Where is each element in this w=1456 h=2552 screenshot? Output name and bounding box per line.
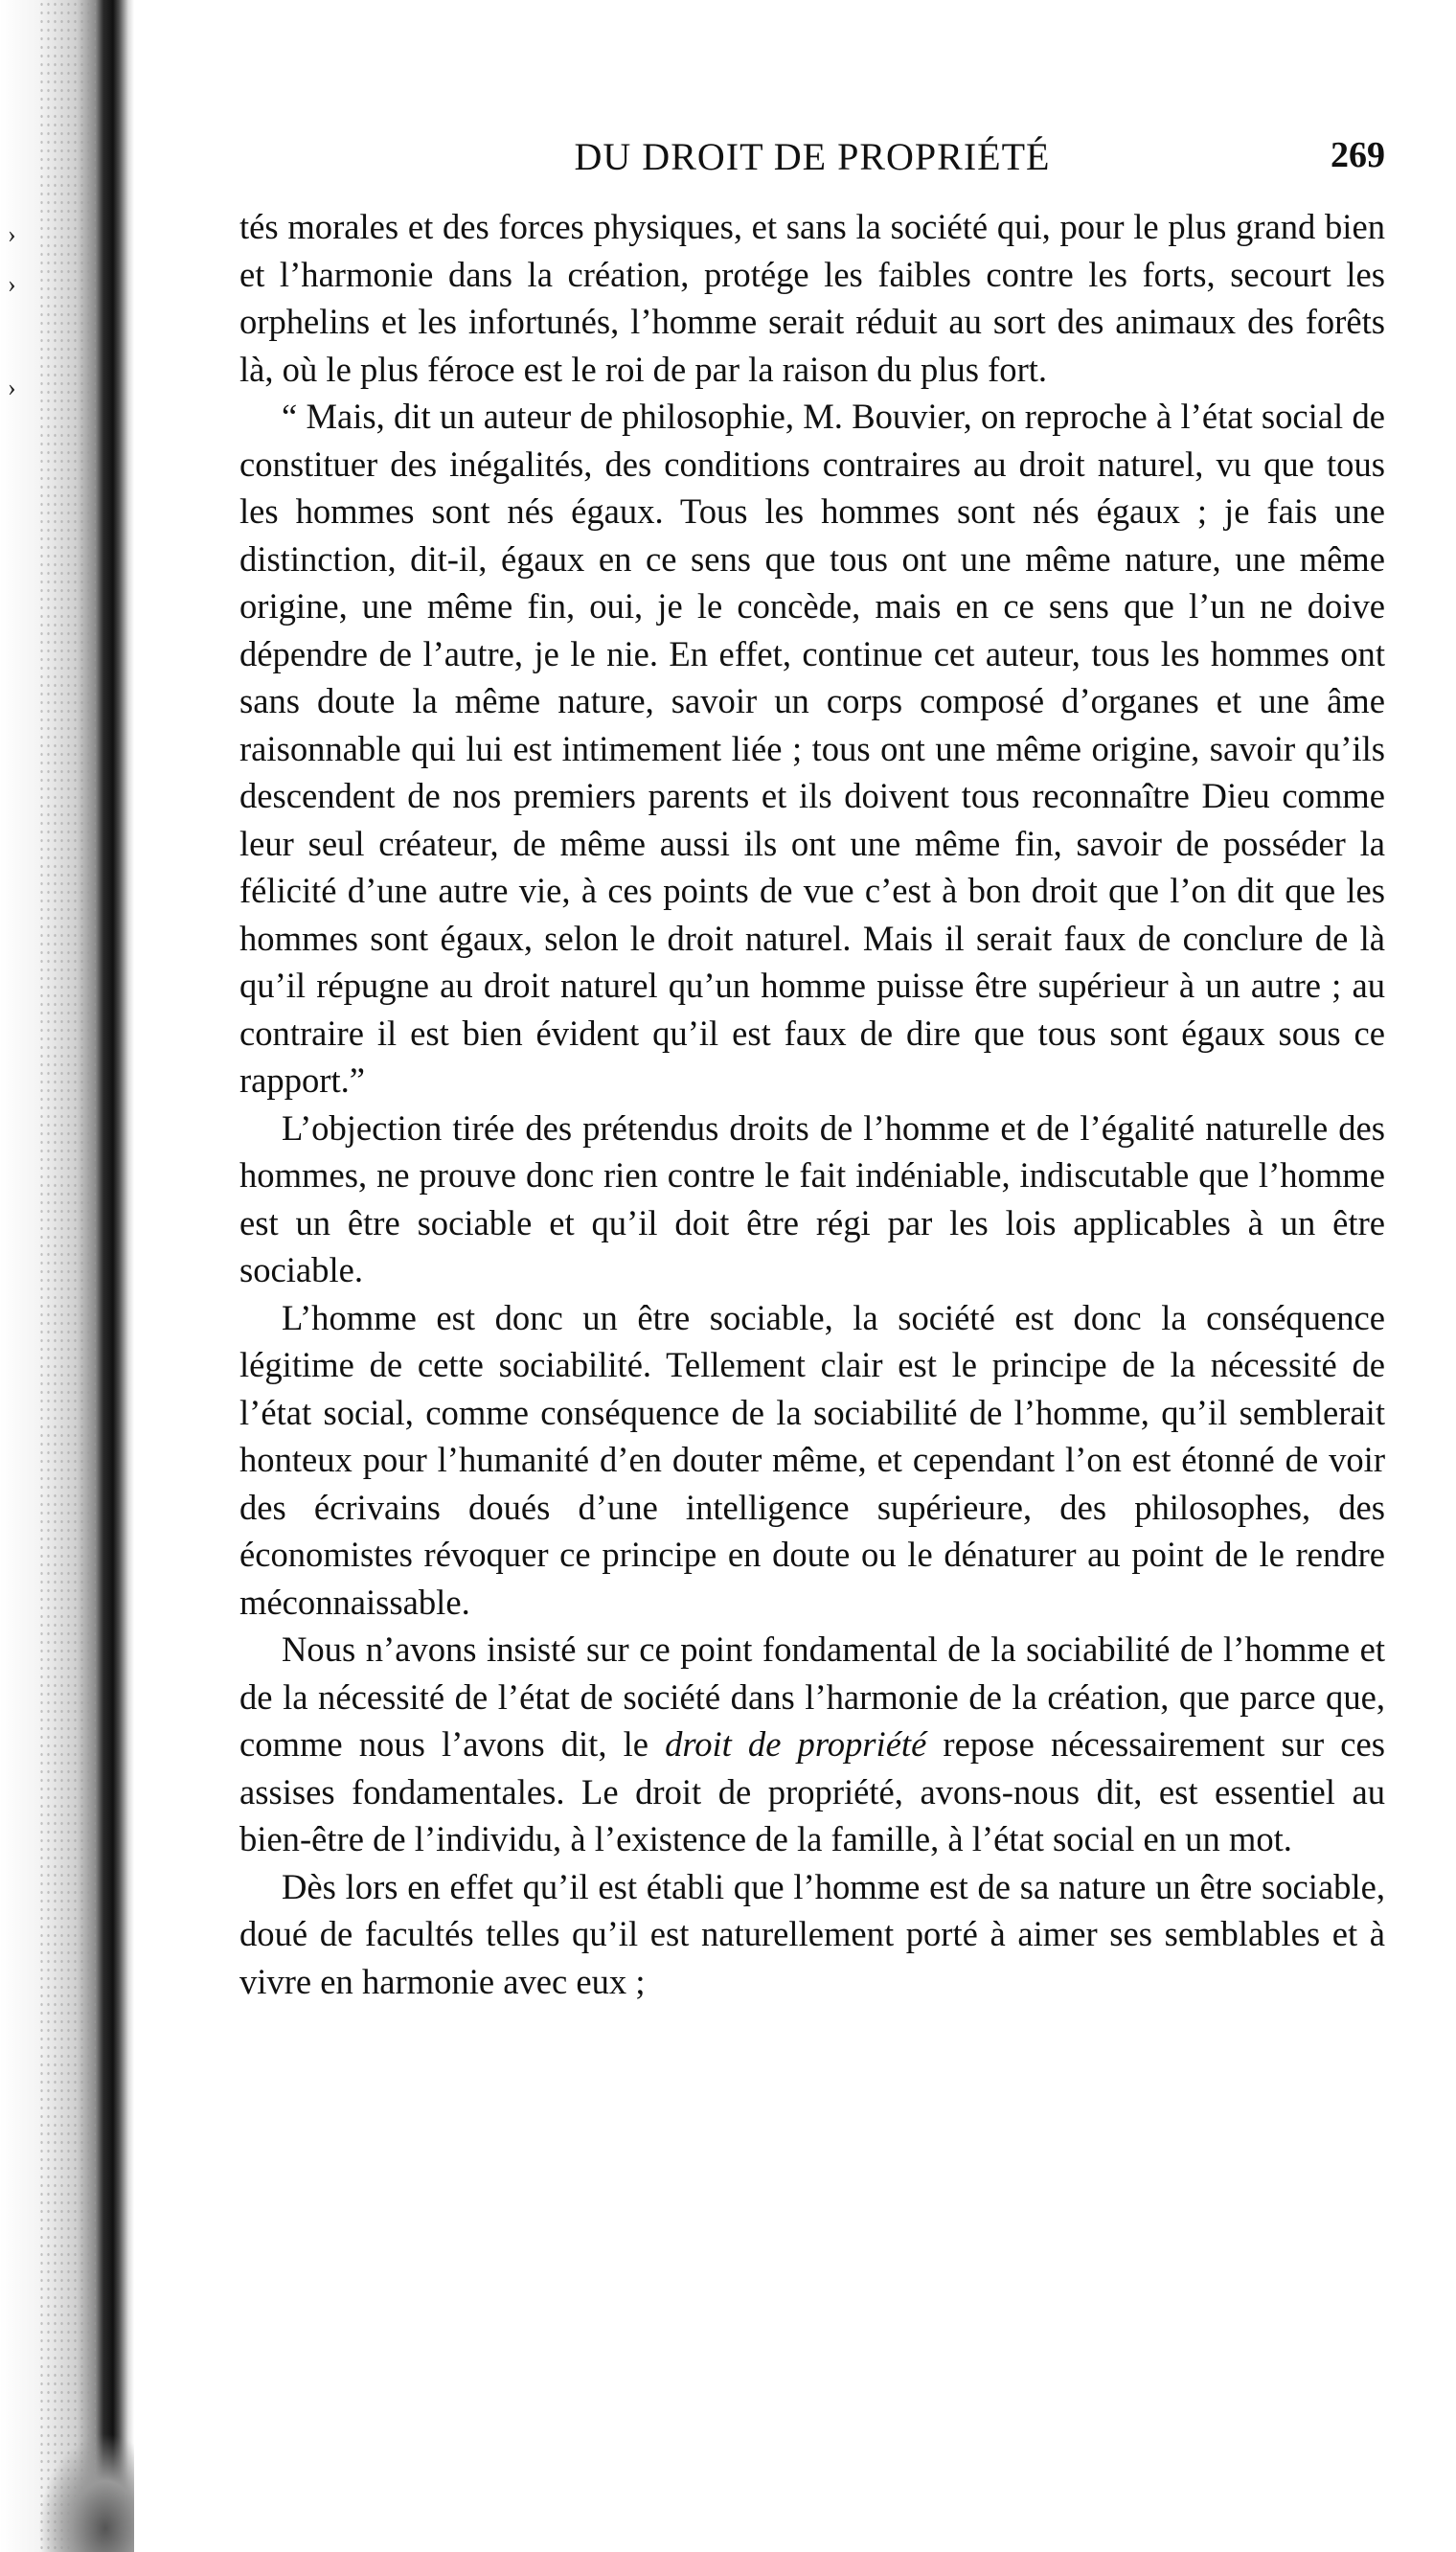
margin-speck: ›: [8, 374, 16, 401]
paragraph-5-italic-term: droit de propriété: [665, 1724, 927, 1764]
paragraph-5-text-start: Nous n’avons insisté sur ce point fondamental de la sociabilité de l’homme et de la nécessité de l’état de société dans l’harmonie de la création, que parce que, comme nous l’avons dit, le: [239, 1629, 1385, 1764]
book-page: [239, 134, 1385, 2005]
paragraph-4: L’homme est donc un être sociable, la société est donc la conséquence légitime de cette sociabilité. Tellement clair est le principe de la nécessité de l’état social, comme conséquence de la sociabilité de l’homme, qu’il semblerait honteux pour l’humanité d’en douter même, et cependant l’on est étonné de voir des écrivains doués d’une intelligence supérieure, des philosophes, des économistes révoquer ce principe en doute ou le dénaturer au point de le rendre méconnaissable.: [239, 1297, 1385, 1622]
margin-speck: ›: [8, 220, 16, 248]
running-head: [239, 134, 1385, 182]
paragraph-5-text-end: repose nécessairement sur ces assises fondamentales. Le droit de propriété, avons-nous dit, est essentiel au bien-être de l’individu, à l’existence de la famille, à l’état social en un mot.: [239, 1724, 1385, 1858]
paragraph-5: [239, 1626, 1385, 1863]
page-number: 269: [1331, 135, 1385, 175]
margin-speck: ›: [8, 270, 16, 298]
running-head-title: DU DROIT DE PROPRIÉTÉ: [574, 135, 1051, 178]
paragraph-2-quotation: “ Mais, dit un auteur de philosophie, M. Bouvier, on reproche à l’état social de constituer des inégalités, des conditions contraires au droit naturel, vu que tous les hommes sont nés égaux. Tous les hommes sont nés égaux ; je fais une distinction, dit-il, égaux en ce sens que tous ont une même nature, une même origine, une même fin, oui, je le concède, mais en ce sens que l’un ne doive dépendre de l’autre, je le nie. En effet, continue cet auteur, tous les hommes ont sans doute la même nature, savoir un corps composé d’organes et une âme raisonnable qui lui est intimement liée ; tous ont une même origine, savoir qu’ils descendent de nos premiers parents et ils doivent tous reconnaître Dieu comme leur seul créateur, de même aussi ils ont une même fin, savoir de posséder la félicité d’une autre vie, à ces points de vue c’est à bon droit que l’on dit que les hommes sont égaux, selon le droit naturel. Mais il serait faux de conclure de là qu’il répugne au droit naturel qu’un homme puisse être supérieur à un autre ; au contraire il est bien évident qu’il est faux de dire que tous sont égaux sous ce rapport.”: [239, 397, 1385, 1100]
paragraph-6: Dès lors en effet qu’il est établi que l’homme est de sa nature un être sociable, doué de facultés telles qu’il est naturellement porté à aimer ses semblables et à vivre en harmonie avec eux ;: [239, 1866, 1385, 2001]
binding-bottom-shadow: [38, 2433, 134, 2552]
binding-speckle-texture: [38, 0, 96, 2552]
paragraph-3: L’objection tirée des prétendus droits de l’homme et de l’égalité naturelle des hommes, ne prouve donc rien contre le fait indéniable, indiscutable que l’homme est un être sociable et qu’il doit être régi par les lois applicables à un être sociable.: [239, 1107, 1385, 1289]
paragraph-1: tés morales et des forces physiques, et sans la société qui, pour le plus grand bien et l’harmonie dans la création, protége les faibles contre les forts, secourt les orphelins et les infortunés, l’homme serait réduit au sort des animaux des forêts là, où le plus féroce est le roi de par la raison du plus fort.: [239, 207, 1385, 389]
